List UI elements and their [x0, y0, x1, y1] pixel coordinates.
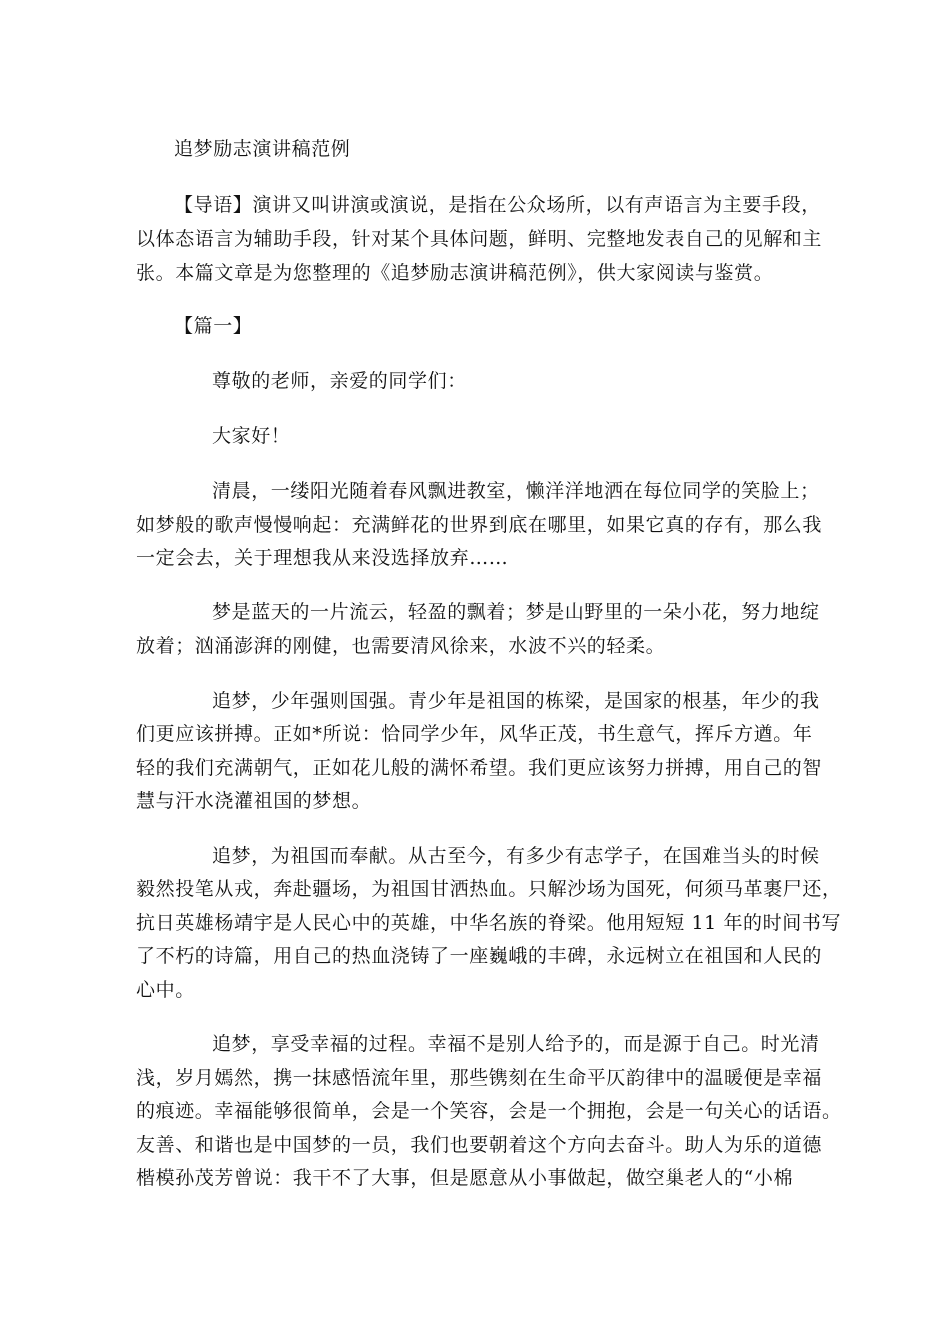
paragraph-line: 追梦，少年强则国强。青少年是祖国的栋梁，是国家的根基，年少的我 [212, 690, 820, 712]
paragraph-line: 们更应该拼搏。正如*所说：恰同学少年，风华正茂，书生意气，挥斥方遒。年 [136, 723, 813, 745]
paragraph-line: 的痕迹。幸福能够很简单，会是一个笑容，会是一个拥抱，会是一句关心的话语。 [136, 1100, 842, 1122]
paragraph-line: 了不朽的诗篇，用自己的热血浇铸了一座巍峨的丰碑，永远树立在祖国和人民的 [136, 945, 823, 967]
paragraph-line: 抗日英雄杨靖宇是人民心中的英雄，中华名族的脊梁。他用短短 11 年的时间书写 [136, 912, 842, 934]
document-title: 追梦励志演讲稿范例 [174, 138, 351, 160]
paragraph-line: 如梦般的歌声慢慢响起：充满鲜花的世界到底在哪里，如果它真的存有，那么我 [136, 514, 823, 536]
greeting: 大家好！ [212, 425, 291, 447]
paragraph-line: 梦是蓝天的一片流云，轻盈的飘着；梦是山野里的一朵小花，努力地绽 [212, 601, 820, 623]
paragraph-line: 慧与汗水浇灌祖国的梦想。 [136, 790, 372, 812]
paragraph-line: 追梦，享受幸福的过程。幸福不是别人给予的，而是源于自己。时光清 [212, 1033, 820, 1055]
paragraph-line: 追梦，为祖国而奉献。从古至今，有多少有志学子，在国难当头的时候 [212, 845, 820, 867]
intro-line: 张。本篇文章是为您整理的《追梦励志演讲稿范例》，供大家阅读与鉴赏。 [136, 262, 774, 284]
intro-line: 【导语】演讲又叫讲演或演说，是指在公众场所，以有声语言为主要手段， [174, 194, 821, 216]
paragraph-line: 放着；汹涌澎湃的刚健，也需要清风徐来，水波不兴的轻柔。 [136, 635, 666, 657]
paragraph-line: 清晨，一缕阳光随着春风飘进教室，懒洋洋地洒在每位同学的笑脸上； [212, 480, 820, 502]
paragraph-line: 轻的我们充满朝气，正如花儿般的满怀希望。我们更应该努力拼搏，用自己的智 [136, 757, 823, 779]
section-heading: 【篇一】 [174, 315, 253, 337]
paragraph-line: 心中。 [136, 979, 195, 1001]
paragraph-line: 楷模孙茂芳曾说：我干不了大事，但是愿意从小事做起，做空巢老人的“小棉 [136, 1167, 794, 1189]
paragraph-line: 一定会去，关于理想我从来没选择放弃…… [136, 547, 509, 569]
paragraph-line: 友善、和谐也是中国梦的一员，我们也要朝着这个方向去奋斗。助人为乐的道德 [136, 1134, 823, 1156]
paragraph-line: 毅然投笔从戎，奔赴疆场，为祖国甘洒热血。只解沙场为国死，何须马革裹尸还， [136, 878, 842, 900]
paragraph-line: 浅，岁月嫣然，携一抹感悟流年里，那些镌刻在生命平仄韵律中的温暖便是幸福 [136, 1067, 823, 1089]
intro-line: 以体态语言为辅助手段，针对某个具体问题，鲜明、完整地发表自己的见解和主 [136, 228, 823, 250]
salutation: 尊敬的老师，亲爱的同学们： [212, 370, 467, 392]
